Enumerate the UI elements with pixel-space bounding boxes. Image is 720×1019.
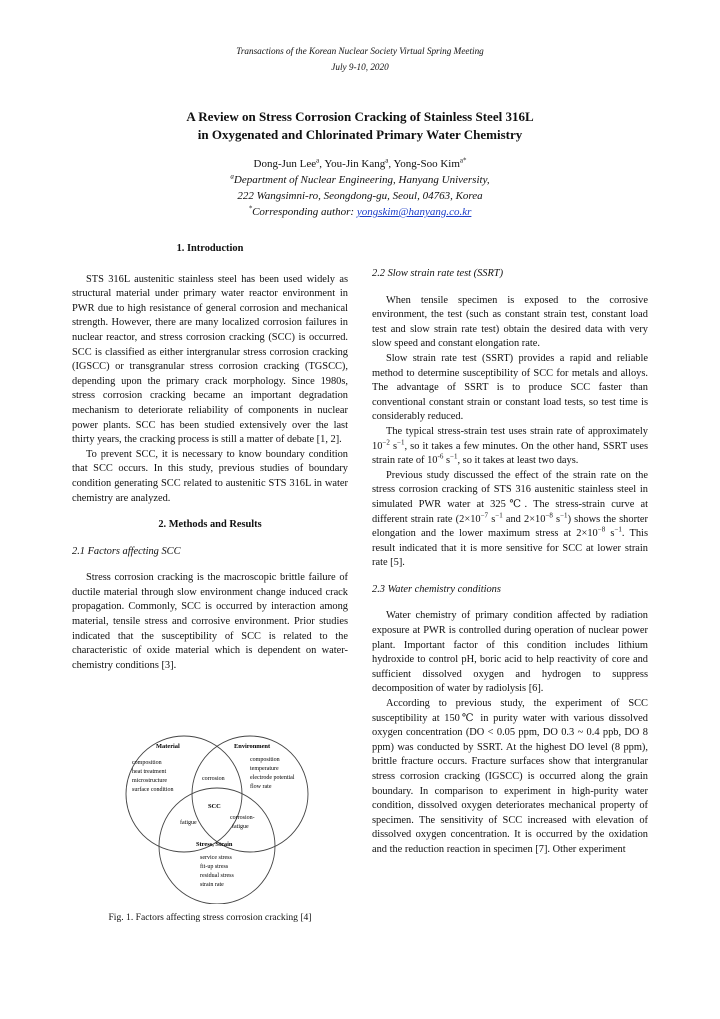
affiliation-line-2: 222 Wangsimni-ro, Seongdong-gu, Seoul, 04763, Korea (237, 190, 483, 202)
corresponding-label: Corresponding author: (252, 206, 357, 218)
conference-date: July 9-10, 2020 (331, 62, 389, 72)
environment-title: Environment (234, 743, 271, 750)
author-email-link[interactable]: yongskim@hanyang.co.kr (356, 206, 472, 218)
corresponding-sup: * (248, 204, 253, 213)
material-item-2: heat treatment (132, 769, 167, 775)
stress-item-1: service stress (200, 855, 232, 861)
subsection-2-3-heading: 2.3 Water chemistry conditions (372, 583, 501, 595)
stress-item-4: strain rate (200, 882, 224, 888)
author-2-sup: a (385, 156, 389, 165)
scc-center-label: SCC (208, 803, 221, 810)
author-1: Dong-Jun Lee (253, 158, 317, 170)
stress-title: Stress, Strain (196, 841, 233, 848)
right-column (372, 267, 648, 858)
corrosion-label: corrosion (202, 776, 225, 782)
intro-paragraph-2: To prevent SCC, it is necessary to know boundary condition that SCC occurs. In this study, previous studies of boundary condition generating SCC related to austenitic STS 316L in water chemistry are analyzed. (72, 448, 348, 504)
environment-item-2: temperature (250, 766, 279, 772)
stress-item-2: fit-up stress (200, 864, 229, 870)
material-title: Material (156, 743, 180, 750)
affiliation-line-1 (0, 172, 720, 188)
section-introduction-heading: 1. Introduction (176, 243, 244, 254)
corrosion-fatigue-label-1: corrosion- (230, 815, 255, 821)
corrosion-fatigue-label-2: fatigue (232, 824, 249, 830)
section-methods-heading: 2. Methods and Results (158, 519, 262, 531)
water-chemistry-paragraph-1: Water chemistry of primary condition affected by radiation exposure at PWR is controlled during operation of nuclear power plant. Important factor of this condition includes lithium hydroxide to control pH, boric acid to help reactivity of core and sufficient dissolved oxygen and hydrogen to suppress decomposition of water by radiolysis [6]. (372, 610, 648, 695)
environment-item-1: composition (250, 757, 280, 763)
material-item-3: microstructure (132, 778, 167, 784)
ssrt-paragraph-1: When tensile specimen is exposed to the corrosive environment, the test (such as constant strain test, constant load test and slow strain rate test) obtain the desired data with very slow speed and constant elongation rate. (372, 294, 648, 350)
intro-paragraph-1: STS 316L austenitic stainless steel has been used widely as structural material under primary water reactor environment in PWR due to high resistance of general corrosion and mechanical strength. However, there are many localized corrosion failures in nuclear reactor, and stress corrosion cracking (SCC) is occurred. SCC is classified as either intergranular stress corrosion cracking (IGSCC) or transgranular stress corrosion cracking (TGSCC), depending upon the primary crack morphology. Since 1980s, stress corrosion cracking became an important degradation mechanism to deteriorate reliability of components in nuclear power plants. SCC has been studied extensively over the last thirty years, the cracking process is still a matter of debate [1, 2]. (72, 273, 348, 446)
subsection-2-2-heading: 2.2 Slow strain rate test (SSRT) (372, 268, 504, 279)
author-3: Yong-Soo Kim (393, 158, 460, 170)
paper-title (0, 108, 720, 144)
affiliation-sup: a (230, 172, 234, 181)
author-1-sup: a (316, 156, 320, 165)
environment-item-4: flow rate (250, 784, 272, 790)
figure-1-caption: Fig. 1. Factors affecting stress corrosion cracking [4] (108, 912, 312, 923)
subsection-2-1-heading: 2.1 Factors affecting SCC (72, 545, 181, 557)
material-item-1: composition (132, 760, 162, 766)
stress-item-3: residual stress (200, 873, 234, 879)
scc-factors-venn-diagram (112, 734, 322, 904)
left-column (72, 242, 348, 673)
author-2: You-Jin Kang (324, 158, 386, 170)
author-list: Dong-Jun Lee$^a$, You-Jin Kang$^a$, Yong-Soo Kim$^{a*}$ (253, 156, 467, 170)
conference-header: Transactions of the Korean Nuclear Society Virtual Spring Meeting (236, 46, 484, 56)
ssrt-paragraph-2: Slow strain rate test (SSRT) provides a rapid and reliable method to determine susceptibility of SCC for metals and alloys. The advantage of SSRT is to produce SCC faster than conventional constant strain or constant load tests, so test time is considerably reduced. (372, 352, 648, 423)
factors-paragraph: Stress corrosion cracking is the macroscopic brittle failure of ductile material through slow environment change induced crack propagation. Commonly, SCC is occurred by interaction among material, tensile stress and corrosive environment. Prior studies indicated that the susceptibility of SCC is related to the characteristic of oxide material which is dependent on water-chemistry conditions [3]. (72, 572, 348, 671)
title-line-2: in Oxygenated and Chlorinated Primary Water Chemistry (197, 127, 523, 142)
material-circle (126, 736, 242, 852)
corresponding-author (0, 204, 720, 220)
water-chemistry-paragraph-2: According to previous study, the experiment of SCC susceptibility at 150℃ in purity water with various dissolved oxygen concentration (DO < 0.05 ppm, DO 0.3 ~ 0.4 ppb, DO 8 ppm) was conducted by SSRT. At the highest DO level (8 ppm), brittle fracture occurs. Fracture surfaces show that intergranular stress corrosion cracking (IGSCC) is occurred along the grain boundary. In comparison to experiment in high-purity water condition, dissolved oxygen deteriorates mechanical property of specimen. The sensitivity of SCC increased with elevation of dissolved oxygen concentration. It is occurred by the oxidation and the reduction reaction in specimen [7]. Other experiment (372, 698, 648, 855)
ssrt-paragraph-3: The typical stress-strain test uses strain rate of approximately $10^{-2}$ $s^{-1}$, so it takes a few minutes. On the other hand, SSRT uses strain rate of $10^{-6}$ $s^{-1}$, so it takes at least two days. (372, 425, 648, 467)
environment-item-3: electrode potential (250, 775, 295, 781)
author-3-sup: a* (459, 156, 467, 165)
title-line-1: A Review on Stress Corrosion Cracking of Stainless Steel 316L (186, 109, 534, 124)
ssrt-paragraph-4: Previous study discussed the effect of the strain rate on the stress corrosion cracking of STS 316 austenitic stainless steel in simulated PWR water at 325℃. The stress-strain curve at different strain rate ($2\times 10^{-7}$ $s^{-1}$ and $2\times 10^{-8}$ $s^{-1}$) shows the shorter elongation and the lower maximum stress at $2\times 10^{-8}$ $s^{-1}$. This result indicated that it is more sensitive for SCC at lower strain rate [5]. (372, 469, 648, 569)
material-item-4: surface condition (132, 787, 174, 793)
fatigue-label: fatigue (180, 820, 197, 826)
affiliation-dept: Department of Nuclear Engineering, Hanyang University, (233, 174, 490, 186)
environment-circle (192, 736, 308, 852)
